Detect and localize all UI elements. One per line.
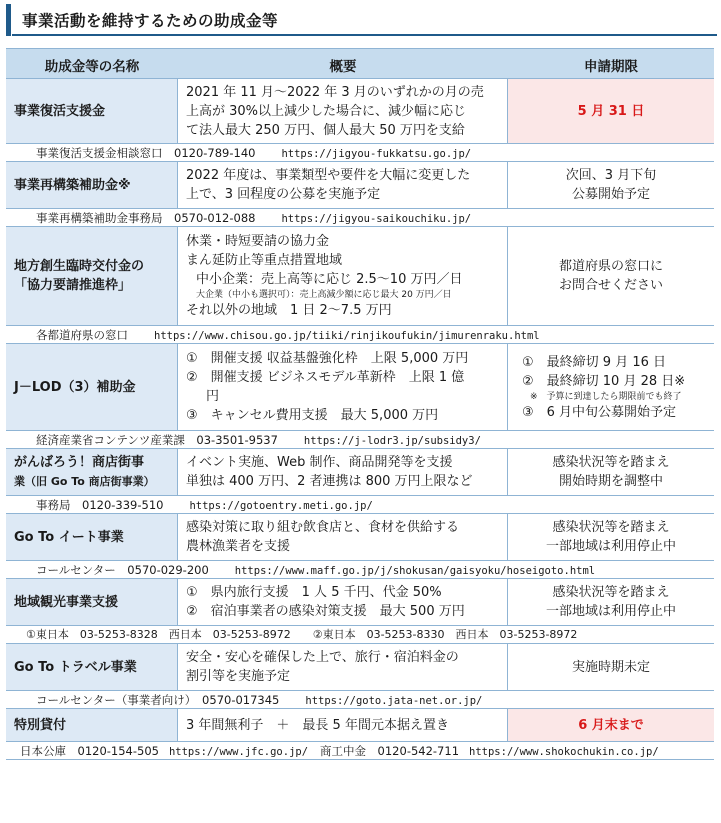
contact-text: 事業復活支援金相談窓口 0120-789-140: [36, 146, 256, 160]
program-summary: [178, 644, 508, 690]
contact-text: ①東日本 03-5253-8328 西日本 03-5253-8972 ②東日本 03-5253-8330 西日本 03-5253-8972: [26, 628, 578, 641]
contact-row: [6, 625, 714, 643]
program-name-line: 地方創生臨時交付金の: [14, 259, 145, 274]
summary-line: て法人最大 250 万円、個人最大 50 万円を支給: [186, 122, 465, 138]
contact-url[interactable]: https://gotoentry.meti.go.jp/: [189, 500, 373, 512]
summary-line: まん延防止等重点措置地域: [186, 253, 343, 268]
deadline-cell: [508, 79, 714, 143]
deadline-note: ※ 予算に到達したら期限前でも終了: [530, 391, 682, 402]
program-name: Go To トラベル事業: [6, 644, 178, 690]
contact-url[interactable]: https://www.chisou.go.jp/tiiki/rinjikoufukin/jimurenraku.html: [154, 330, 540, 342]
summary-line: イベント実施、Web 制作、商品開発等を支援: [186, 455, 453, 470]
contact-text: 各都道府県の窓口: [36, 328, 128, 342]
contact-row: [6, 325, 714, 343]
deadline-text: 5 月 31 日: [577, 103, 645, 119]
program-name-line: 「協力要請推進枠」: [14, 278, 132, 293]
summary-line: 3 年間無利子 ＋ 最長 5 年間元本据え置き: [186, 717, 449, 733]
summary-line: ① 開催支援 収益基盤強化枠 上限 5,000 万円: [186, 351, 469, 366]
contact-text: 経済産業省コンテンツ産業課 03-3501-9537: [36, 433, 278, 447]
program-name: 地域観光事業支援: [6, 579, 178, 625]
contact-row: [6, 143, 714, 161]
contact-url[interactable]: https://jigyou-saikouchiku.jp/: [281, 213, 472, 225]
deadline-cell: [508, 162, 714, 208]
deadline-text: お問合せください: [558, 278, 663, 293]
deadline-cell: [508, 709, 714, 741]
summary-line: 感染対策に取り組む飲食店と、食材を供給する: [186, 520, 460, 535]
summary-line: それ以外の地域 1 日 2～7.5 万円: [186, 303, 392, 318]
deadline-text: 公募開始予定: [571, 187, 650, 202]
table-row: [6, 643, 714, 690]
summary-line: 割引等を実施予定: [186, 669, 291, 684]
contact-row: [6, 495, 714, 513]
table-row: [6, 578, 714, 625]
summary-note: 大企業（中小も選択可）：売上高減少額に応じ最大 20 万円／日: [196, 290, 452, 300]
contact-text: コールセンター 0570-029-200: [36, 563, 209, 577]
section-title: [6, 4, 717, 36]
deadline-text: 開始時期を調整中: [558, 474, 663, 489]
summary-line: 2022 年度は、事業類型や要件を大幅に変更した: [186, 168, 471, 183]
summary-line: ③ キャンセル費用支援 最大 5,000 万円: [186, 408, 439, 423]
deadline-cell: [508, 227, 714, 325]
program-summary: [178, 514, 508, 560]
program-name: Go To イート事業: [6, 514, 178, 560]
deadline-text: ① 最終締切 9 月 16 日: [522, 354, 666, 370]
contact-text: 事務局 0120-339-510: [36, 498, 164, 512]
summary-line: 2021 年 11 月～2022 年 3 月のいずれかの月の売: [186, 84, 484, 100]
program-summary: [178, 162, 508, 208]
deadline-text: 一部地域は利用停止中: [545, 539, 676, 554]
deadline-cell: [508, 644, 714, 690]
deadline-text: 実施時期未定: [571, 659, 650, 675]
header-period: 申請期限: [584, 59, 638, 75]
program-summary: [178, 709, 508, 741]
subsidy-table: [6, 48, 714, 760]
program-summary: [178, 227, 508, 325]
program-summary: [178, 449, 508, 495]
program-summary: [178, 579, 508, 625]
program-name: 事業再構築補助金※: [6, 162, 178, 208]
program-summary: [178, 79, 508, 143]
page-title: 事業活動を維持するための助成金等: [22, 12, 279, 30]
contact-row: [6, 560, 714, 578]
program-name: 特別貸付: [6, 709, 178, 741]
table-row: [6, 226, 714, 325]
program-name: 事業復活支援金: [6, 79, 178, 143]
contact-url[interactable]: https://j-lodr3.jp/subsidy3/: [303, 435, 481, 447]
table-row: [6, 448, 714, 495]
summary-line: 安全・安心を確保した上で、旅行・宿泊料金の: [186, 650, 459, 665]
deadline-text: 感染状況等を踏まえ: [552, 520, 670, 535]
contact-url[interactable]: https://www.shokochukin.co.jp/: [469, 746, 659, 758]
deadline-text: 感染状況等を踏まえ: [552, 585, 670, 600]
contact-text: 日本公庫 0120-154-505: [20, 744, 159, 758]
table-row: [6, 161, 714, 208]
summary-line: 休業・時短要請の協力金: [186, 234, 330, 249]
deadline-text: 6 月末まで: [578, 717, 644, 733]
summary-line: 中小企業：売上高等に応じ 2.5～10 万円／日: [196, 272, 463, 287]
table-row: [6, 78, 714, 143]
table-header: [6, 48, 714, 78]
program-summary: [178, 344, 508, 430]
program-name: J－LOD（3）補助金: [6, 344, 178, 430]
title-underline: [12, 34, 717, 36]
contact-url[interactable]: https://goto.jata-net.or.jp/: [305, 695, 483, 707]
contact-row: [6, 430, 714, 448]
contact-text: 事業再構築補助金事務局 0570-012-088: [36, 211, 256, 225]
contact-row: [6, 208, 714, 226]
deadline-cell: [508, 514, 714, 560]
summary-line: 上高が 30%以上減少した場合に、減少幅に応じ: [186, 103, 467, 119]
summary-line: 農林漁業者を支援: [186, 539, 291, 554]
contact-row: [6, 741, 714, 759]
deadline-text: 次回、3 月下旬: [565, 168, 657, 183]
summary-line: ② 宿泊事業者の感染対策支援 最大 500 万円: [186, 604, 465, 619]
summary-line: 上で、3 回程度の公募を実施予定: [186, 187, 381, 202]
contact-row: [6, 690, 714, 708]
deadline-cell: [508, 449, 714, 495]
program-name-line: がんばろう！商店街事: [14, 455, 145, 470]
deadline-text: ③ 6 月中旬公募開始予定: [522, 404, 677, 420]
deadline-cell: [508, 579, 714, 625]
summary-line: 円: [206, 389, 220, 404]
contact-text: 商工中金 0120-542-711: [320, 744, 460, 758]
deadline-text: 感染状況等を踏まえ: [552, 455, 670, 470]
title-accent-bar: [6, 4, 11, 36]
program-name-line: 業（旧 Go To 商店街事業）: [14, 475, 155, 488]
summary-line: 単独は 400 万円、2 者連携は 800 万円上限など: [186, 474, 473, 489]
table-row: [6, 343, 714, 430]
contact-url[interactable]: https://www.maff.go.jp/j/shokusan/gaisyoku/hoseigoto.html: [234, 565, 596, 577]
deadline-text: ② 最終締切 10 月 28 日※: [522, 373, 686, 389]
header-summary: 概要: [329, 59, 357, 75]
summary-line: ② 開催支援 ビジネスモデル革新枠 上限 1 億: [186, 370, 465, 385]
summary-line: ① 県内旅行支援 1 人 5 千円、代金 50%: [186, 585, 442, 600]
contact-text: コールセンター（事業者向け） 0570-017345: [36, 693, 280, 707]
program-name: [6, 227, 178, 325]
contact-url[interactable]: https://www.jfc.go.jp/: [168, 746, 309, 758]
header-name: 助成金等の名称: [44, 59, 140, 75]
table-row: [6, 708, 714, 741]
deadline-text: 一部地域は利用停止中: [545, 604, 676, 619]
contact-url[interactable]: https://jigyou-fukkatsu.go.jp/: [281, 148, 472, 160]
deadline-cell: [508, 344, 721, 430]
table-row: [6, 513, 714, 560]
program-name: [6, 449, 178, 495]
deadline-text: 都道府県の窓口に: [558, 259, 663, 274]
